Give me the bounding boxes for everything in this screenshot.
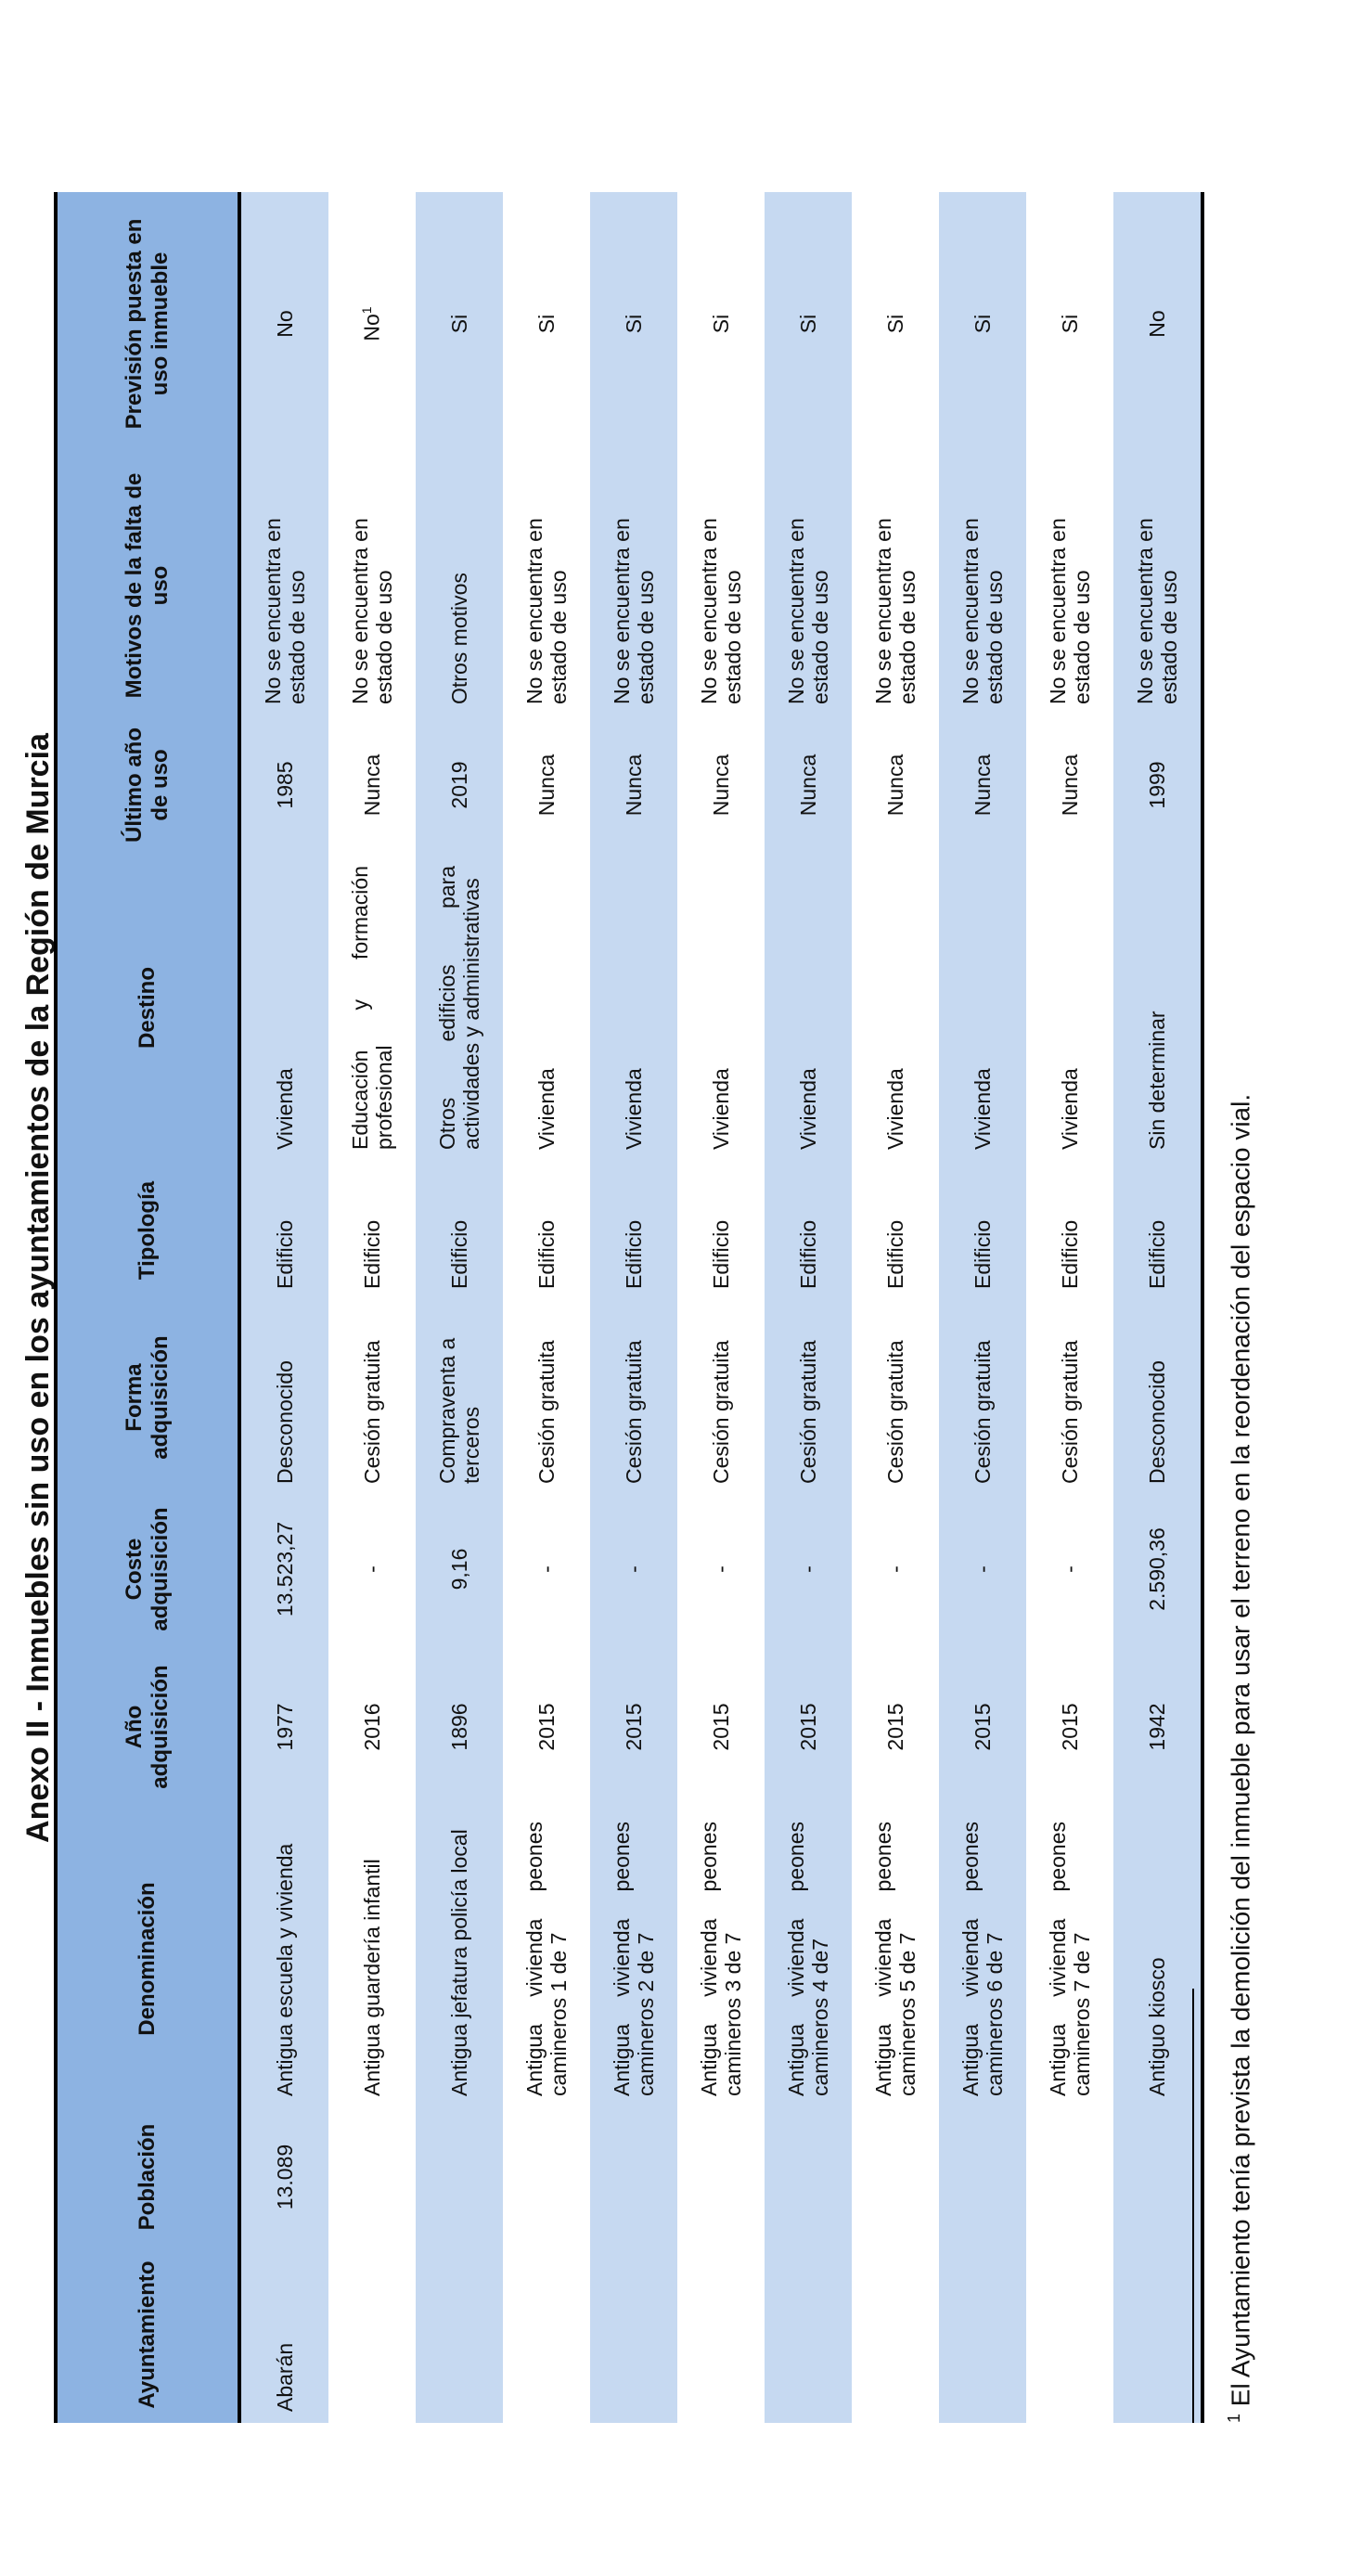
- cell-prevision-text: Si: [1057, 314, 1082, 334]
- cell-denominacion: [1026, 1810, 1113, 2107]
- cell-coste-adquisicion-text: -: [534, 1565, 559, 1573]
- cell-poblacion: [939, 2107, 1026, 2247]
- footnote: [1225, 1094, 1255, 2423]
- cell-destino: [328, 855, 416, 1161]
- cell-destino: [239, 855, 328, 1161]
- cell-destino-text: Vivienda: [1057, 1068, 1082, 1150]
- cell-denominacion: [765, 1810, 852, 2107]
- footnote-divider: [1192, 1989, 1194, 2423]
- cell-forma-adquisicion: [1113, 1300, 1202, 1495]
- cell-denominacion: [239, 1810, 328, 2107]
- cell-forma-adquisicion-text: Cesión gratuita: [621, 1340, 646, 1484]
- table-row: [1026, 192, 1113, 2423]
- cell-poblacion: [677, 2107, 765, 2247]
- cell-poblacion: [765, 2107, 852, 2247]
- table-row: [503, 192, 590, 2423]
- cell-forma-adquisicion: [503, 1300, 590, 1495]
- cell-coste-adquisicion-text: -: [359, 1565, 384, 1573]
- cell-motivos-text: No se encuentra en estado de uso: [870, 518, 919, 704]
- header-tipologia: Tipología: [56, 1161, 239, 1300]
- cell-destino: [765, 855, 852, 1161]
- cell-ayuntamiento: [416, 2247, 503, 2423]
- cell-ayuntamiento: [503, 2247, 590, 2423]
- header-ayuntamiento: Ayuntamiento: [56, 2247, 239, 2423]
- cell-tipologia: [1026, 1161, 1113, 1300]
- cell-prevision: [239, 192, 328, 456]
- footnote-text: El Ayuntamiento tenía prevista la demolición del inmueble para usar el terreno en la reordenación del espacio vial.: [1226, 1093, 1255, 2407]
- cell-ultimo-anio-uso: [677, 715, 765, 855]
- cell-destino-text: Vivienda: [882, 1068, 907, 1150]
- cell-tipologia-text: Edificio: [708, 1219, 733, 1289]
- cell-ultimo-anio-uso-text: Nunca: [534, 753, 559, 817]
- cell-tipologia-text: Edificio: [272, 1219, 297, 1289]
- cell-ayuntamiento: [852, 2247, 939, 2423]
- cell-destino: [1113, 855, 1202, 1161]
- cell-coste-adquisicion: [852, 1495, 939, 1643]
- cell-denominacion-text: Antigua vivienda peones camineros 3 de 7: [696, 1822, 745, 2096]
- cell-prevision-text: Si: [534, 314, 559, 334]
- header-poblacion: Población: [56, 2107, 239, 2247]
- cell-coste-adquisicion-text: 2.590,36: [1144, 1527, 1169, 1611]
- cell-denominacion-text: Antigua vivienda peones camineros 2 de 7: [609, 1822, 658, 2096]
- cell-prevision-text: Si: [621, 314, 646, 334]
- cell-coste-adquisicion: [939, 1495, 1026, 1643]
- header-prevision: Previsión puesta en uso inmueble: [56, 192, 239, 456]
- inmuebles-table: [54, 192, 1204, 2423]
- cell-motivos: [1113, 456, 1202, 715]
- cell-forma-adquisicion: [328, 1300, 416, 1495]
- cell-destino-text: Vivienda: [621, 1068, 646, 1150]
- cell-prevision-text: No: [360, 314, 385, 341]
- cell-denominacion-text: Antigua vivienda peones camineros 6 de 7: [958, 1822, 1007, 2096]
- cell-tipologia: [852, 1161, 939, 1300]
- cell-denominacion-text: Antigua vivienda peones camineros 1 de 7: [521, 1822, 571, 2096]
- cell-coste-adquisicion: [677, 1495, 765, 1643]
- cell-anio-adquisicion: [939, 1643, 1026, 1810]
- cell-tipologia: [1113, 1161, 1202, 1300]
- cell-destino-text: Vivienda: [534, 1068, 559, 1150]
- cell-prevision: [765, 192, 852, 456]
- cell-forma-adquisicion-text: Cesión gratuita: [534, 1340, 559, 1484]
- table-row: [328, 192, 416, 2423]
- cell-motivos: [765, 456, 852, 715]
- cell-coste-adquisicion-text: -: [970, 1565, 995, 1573]
- cell-prevision-text: Si: [446, 314, 471, 334]
- cell-destino: [1026, 855, 1113, 1161]
- cell-forma-adquisicion: [765, 1300, 852, 1495]
- cell-denominacion: [328, 1810, 416, 2107]
- cell-anio-adquisicion-text: 2016: [359, 1703, 384, 1751]
- cell-tipologia: [765, 1161, 852, 1300]
- cell-tipologia: [328, 1161, 416, 1300]
- cell-destino-text: Vivienda: [708, 1068, 733, 1150]
- cell-poblacion-text: 13.089: [272, 2144, 297, 2210]
- cell-forma-adquisicion-text: Cesión gratuita: [708, 1340, 733, 1484]
- cell-tipologia-text: Edificio: [1144, 1219, 1169, 1289]
- cell-denominacion-text: Antigua escuela y vivienda: [272, 1843, 297, 2096]
- cell-poblacion: [503, 2107, 590, 2247]
- cell-coste-adquisicion: [416, 1495, 503, 1643]
- cell-forma-adquisicion: [677, 1300, 765, 1495]
- cell-anio-adquisicion-text: 2015: [621, 1703, 646, 1751]
- cell-ultimo-anio-uso-text: Nunca: [795, 753, 820, 817]
- cell-motivos-text: No se encuentra en estado de uso: [1132, 518, 1181, 704]
- cell-ayuntamiento: [1026, 2247, 1113, 2423]
- cell-coste-adquisicion-text: 9,16: [446, 1548, 471, 1591]
- cell-motivos: [503, 456, 590, 715]
- cell-destino: [852, 855, 939, 1161]
- cell-anio-adquisicion: [503, 1643, 590, 1810]
- table-row: [1113, 192, 1202, 2423]
- cell-anio-adquisicion-text: 2015: [1057, 1703, 1082, 1751]
- header-forma-adquisicion: Forma adquisición: [56, 1300, 239, 1495]
- cell-tipologia-text: Edificio: [795, 1219, 820, 1289]
- cell-anio-adquisicion-text: 2015: [795, 1703, 820, 1751]
- cell-poblacion: [852, 2107, 939, 2247]
- cell-prevision-text: Si: [882, 314, 907, 334]
- cell-motivos: [939, 456, 1026, 715]
- cell-ayuntamiento-text: Abarán: [272, 2342, 297, 2412]
- cell-denominacion-text: Antiguo kiosco: [1144, 1957, 1169, 2096]
- cell-motivos-text: Otros motivos: [446, 573, 471, 704]
- cell-forma-adquisicion: [939, 1300, 1026, 1495]
- cell-forma-adquisicion: [416, 1300, 503, 1495]
- cell-ultimo-anio-uso-text: Nunca: [970, 753, 995, 817]
- cell-tipologia-text: Edificio: [621, 1219, 646, 1289]
- cell-ultimo-anio-uso-text: 1985: [272, 761, 297, 809]
- cell-ultimo-anio-uso: [416, 715, 503, 855]
- header-denominacion: Denominación: [56, 1810, 239, 2107]
- cell-prevision-text: No: [272, 310, 297, 338]
- cell-motivos-text: No se encuentra en estado de uso: [696, 518, 745, 704]
- cell-ultimo-anio-uso: [765, 715, 852, 855]
- page-title: Anexo II - Inmuebles sin uso en los ayuntamientos de la Región de Murcia: [20, 733, 56, 1843]
- cell-ultimo-anio-uso: [503, 715, 590, 855]
- cell-tipologia: [590, 1161, 677, 1300]
- cell-motivos: [416, 456, 503, 715]
- cell-motivos-text: No se encuentra en estado de uso: [783, 518, 832, 704]
- cell-poblacion: [328, 2107, 416, 2247]
- cell-ayuntamiento: [1113, 2247, 1202, 2423]
- cell-poblacion: [1026, 2107, 1113, 2247]
- cell-prevision: [677, 192, 765, 456]
- cell-anio-adquisicion: [852, 1643, 939, 1810]
- cell-anio-adquisicion-text: 2015: [882, 1703, 907, 1751]
- cell-ultimo-anio-uso-text: Nunca: [1057, 753, 1082, 817]
- cell-prevision: [852, 192, 939, 456]
- cell-prevision: [503, 192, 590, 456]
- cell-destino-text: Vivienda: [272, 1068, 297, 1150]
- cell-ultimo-anio-uso: [1113, 715, 1202, 855]
- cell-ultimo-anio-uso: [328, 715, 416, 855]
- cell-denominacion: [416, 1810, 503, 2107]
- header-destino: Destino: [56, 855, 239, 1161]
- cell-forma-adquisicion-text: Desconocido: [1144, 1360, 1169, 1484]
- cell-prevision-text: Si: [970, 314, 995, 334]
- cell-denominacion: [852, 1810, 939, 2107]
- table-row: [590, 192, 677, 2423]
- table-row: [939, 192, 1026, 2423]
- cell-prevision: [590, 192, 677, 456]
- cell-motivos: [852, 456, 939, 715]
- cell-tipologia: [677, 1161, 765, 1300]
- cell-forma-adquisicion-text: Compraventa a terceros: [434, 1337, 483, 1484]
- cell-forma-adquisicion: [239, 1300, 328, 1495]
- cell-ultimo-anio-uso-text: Nunca: [359, 753, 384, 817]
- cell-ultimo-anio-uso: [590, 715, 677, 855]
- cell-ultimo-anio-uso-text: Nunca: [621, 753, 646, 817]
- cell-anio-adquisicion: [328, 1643, 416, 1810]
- cell-coste-adquisicion-text: -: [795, 1565, 820, 1573]
- cell-ayuntamiento: [939, 2247, 1026, 2423]
- cell-prevision: [1113, 192, 1202, 456]
- cell-anio-adquisicion-text: 2015: [708, 1703, 733, 1751]
- cell-coste-adquisicion: [328, 1495, 416, 1643]
- cell-coste-adquisicion: [1113, 1495, 1202, 1643]
- table-row: [416, 192, 503, 2423]
- table-row: [852, 192, 939, 2423]
- cell-tipologia-text: Edificio: [970, 1219, 995, 1289]
- footnote-marker: 1: [1225, 2413, 1243, 2423]
- cell-tipologia-text: Edificio: [1057, 1219, 1082, 1289]
- cell-ultimo-anio-uso-text: Nunca: [708, 753, 733, 817]
- footnote-reference: 1: [359, 306, 375, 315]
- cell-destino: [416, 855, 503, 1161]
- cell-ayuntamiento: [328, 2247, 416, 2423]
- cell-ultimo-anio-uso: [852, 715, 939, 855]
- cell-forma-adquisicion-text: Cesión gratuita: [1057, 1340, 1082, 1484]
- cell-tipologia-text: Edificio: [446, 1219, 471, 1289]
- cell-prevision-text: Si: [708, 314, 733, 334]
- cell-anio-adquisicion: [590, 1643, 677, 1810]
- cell-poblacion: [416, 2107, 503, 2247]
- cell-motivos: [239, 456, 328, 715]
- cell-destino: [939, 855, 1026, 1161]
- cell-anio-adquisicion: [765, 1643, 852, 1810]
- cell-prevision: [939, 192, 1026, 456]
- cell-poblacion: [590, 2107, 677, 2247]
- cell-forma-adquisicion-text: Cesión gratuita: [795, 1340, 820, 1484]
- cell-denominacion: [677, 1810, 765, 2107]
- table-body: [239, 192, 1202, 2423]
- cell-destino-text: Vivienda: [795, 1068, 820, 1150]
- cell-anio-adquisicion-text: 1896: [446, 1703, 471, 1751]
- cell-anio-adquisicion-text: 1942: [1144, 1703, 1169, 1751]
- cell-coste-adquisicion: [590, 1495, 677, 1643]
- cell-anio-adquisicion: [1026, 1643, 1113, 1810]
- cell-ultimo-anio-uso-text: Nunca: [882, 753, 907, 817]
- cell-ultimo-anio-uso: [939, 715, 1026, 855]
- cell-forma-adquisicion: [852, 1300, 939, 1495]
- cell-motivos-text: No se encuentra en estado de uso: [347, 518, 396, 704]
- cell-anio-adquisicion: [239, 1643, 328, 1810]
- cell-coste-adquisicion: [765, 1495, 852, 1643]
- cell-ayuntamiento: [677, 2247, 765, 2423]
- cell-motivos-text: No se encuentra en estado de uso: [958, 518, 1007, 704]
- cell-ultimo-anio-uso-text: 2019: [446, 761, 471, 809]
- cell-anio-adquisicion: [677, 1643, 765, 1810]
- cell-motivos-text: No se encuentra en estado de uso: [521, 518, 571, 704]
- cell-prevision: [1026, 192, 1113, 456]
- cell-motivos-text: No se encuentra en estado de uso: [1045, 518, 1094, 704]
- cell-coste-adquisicion-text: -: [621, 1565, 646, 1573]
- cell-forma-adquisicion-text: Cesión gratuita: [359, 1340, 384, 1484]
- cell-tipologia-text: Edificio: [359, 1219, 384, 1289]
- cell-coste-adquisicion: [1026, 1495, 1113, 1643]
- cell-ultimo-anio-uso: [239, 715, 328, 855]
- cell-anio-adquisicion-text: 2015: [970, 1703, 995, 1751]
- header-anio-adquisicion: Año adquisición: [56, 1643, 239, 1810]
- cell-motivos: [328, 456, 416, 715]
- table-row: [677, 192, 765, 2423]
- cell-ayuntamiento: [765, 2247, 852, 2423]
- cell-denominacion: [1113, 1810, 1202, 2107]
- table-row: [765, 192, 852, 2423]
- cell-prevision-text: Si: [795, 314, 820, 334]
- cell-coste-adquisicion: [239, 1495, 328, 1643]
- cell-coste-adquisicion-text: 13.523,27: [272, 1521, 297, 1617]
- cell-coste-adquisicion-text: -: [1057, 1565, 1082, 1573]
- cell-motivos: [677, 456, 765, 715]
- cell-anio-adquisicion: [1113, 1643, 1202, 1810]
- cell-poblacion: [239, 2107, 328, 2247]
- cell-destino-text: Otros edificios para actividades y administrativas: [434, 866, 483, 1150]
- cell-ultimo-anio-uso-text: 1999: [1144, 761, 1169, 809]
- cell-forma-adquisicion-text: Cesión gratuita: [882, 1340, 907, 1484]
- cell-motivos-text: No se encuentra en estado de uso: [260, 518, 309, 704]
- cell-tipologia-text: Edificio: [882, 1219, 907, 1289]
- header-row: [56, 192, 239, 2423]
- header-motivos: Motivos de la falta de uso: [56, 456, 239, 715]
- cell-forma-adquisicion: [1026, 1300, 1113, 1495]
- cell-ayuntamiento: [239, 2247, 328, 2423]
- header-ultimo-anio-uso: Último año de uso: [56, 715, 239, 855]
- cell-forma-adquisicion: [590, 1300, 677, 1495]
- cell-poblacion: [1113, 2107, 1202, 2247]
- cell-tipologia: [939, 1161, 1026, 1300]
- cell-forma-adquisicion-text: Cesión gratuita: [970, 1340, 995, 1484]
- cell-destino: [677, 855, 765, 1161]
- cell-destino: [503, 855, 590, 1161]
- cell-destino-text: Educación y formación profesional: [347, 866, 396, 1150]
- cell-motivos-text: No se encuentra en estado de uso: [609, 518, 658, 704]
- table-row: [239, 192, 328, 2423]
- cell-anio-adquisicion-text: 2015: [534, 1703, 559, 1751]
- cell-anio-adquisicion-text: 1977: [272, 1703, 297, 1751]
- cell-coste-adquisicion: [503, 1495, 590, 1643]
- cell-tipologia: [503, 1161, 590, 1300]
- cell-prevision-text: No: [1144, 310, 1169, 338]
- cell-destino-text: Sin determinar: [1144, 1011, 1169, 1150]
- cell-ayuntamiento: [590, 2247, 677, 2423]
- cell-coste-adquisicion-text: -: [708, 1565, 733, 1573]
- header-coste-adquisicion: Coste adquisición: [56, 1495, 239, 1643]
- cell-denominacion-text: Antigua guardería infantil: [359, 1859, 384, 2096]
- cell-denominacion: [939, 1810, 1026, 2107]
- cell-motivos: [1026, 456, 1113, 715]
- cell-forma-adquisicion-text: Desconocido: [272, 1360, 297, 1484]
- cell-destino: [590, 855, 677, 1161]
- cell-denominacion: [503, 1810, 590, 2107]
- cell-denominacion-text: Antigua vivienda peones camineros 4 de7: [783, 1822, 832, 2096]
- cell-denominacion-text: Antigua jefatura policía local: [446, 1829, 471, 2096]
- cell-coste-adquisicion-text: -: [882, 1565, 907, 1573]
- cell-tipologia: [416, 1161, 503, 1300]
- cell-tipologia-text: Edificio: [534, 1219, 559, 1289]
- cell-prevision: [328, 192, 416, 456]
- cell-denominacion-text: Antigua vivienda peones camineros 7 de 7: [1045, 1822, 1094, 2096]
- cell-motivos: [590, 456, 677, 715]
- cell-prevision: [416, 192, 503, 456]
- cell-ultimo-anio-uso: [1026, 715, 1113, 855]
- cell-denominacion-text: Antigua vivienda peones camineros 5 de 7: [870, 1822, 919, 2096]
- cell-denominacion: [590, 1810, 677, 2107]
- cell-anio-adquisicion: [416, 1643, 503, 1810]
- cell-destino-text: Vivienda: [970, 1068, 995, 1150]
- cell-tipologia: [239, 1161, 328, 1300]
